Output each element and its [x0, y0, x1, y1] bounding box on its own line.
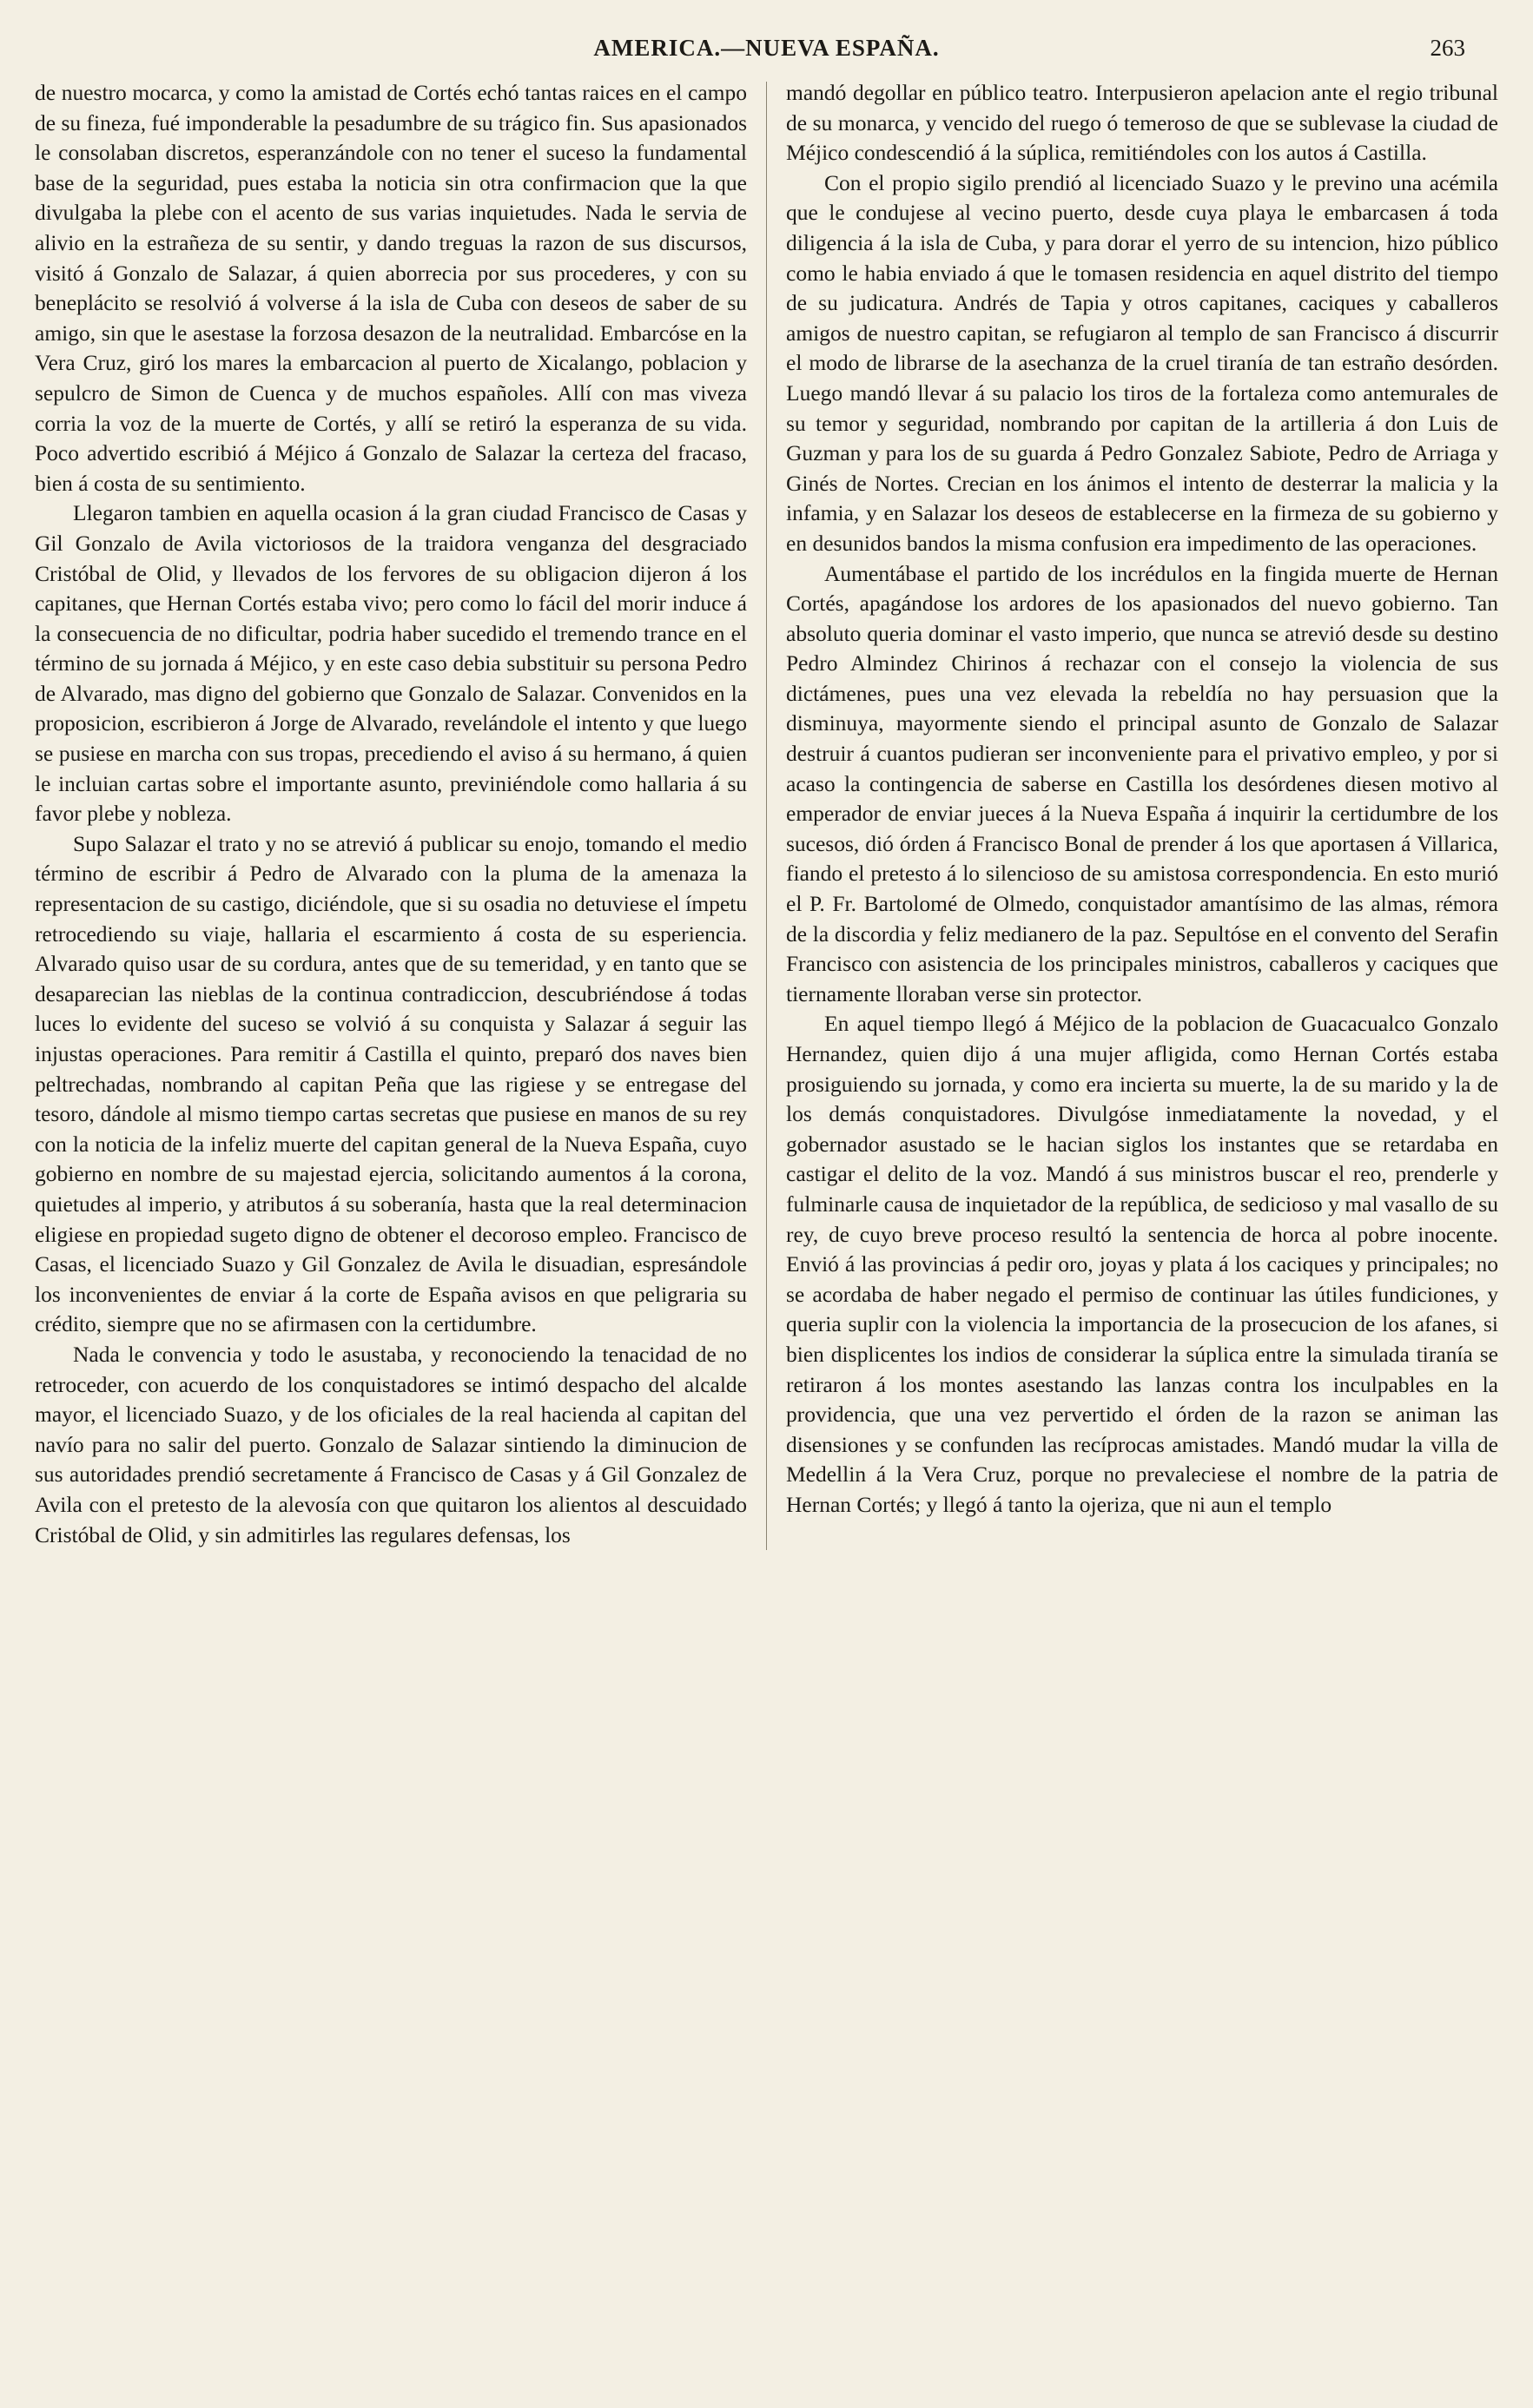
text-columns — [35, 78, 1498, 1550]
paragraph: Supo Salazar el trato y no se atrevió á publicar su enojo, tomando el medio término de escribir á Pedro de Alvarado con la pluma de la amenaza la representacion de su castigo, diciéndole, que si su osadia no detuviese el ímpetu retrocediendo su viaje, hallaria el escarmiento á costa de su esperiencia. Alvarado quiso usar de su cordura, antes que de su temeridad, y en tanto que se desaparecian las nieblas de la continua contradiccion, descubriéndose á todas luces lo evidente del suceso se volvió á su conquista y Salazar á seguir las injustas operaciones. Para remitir á Castilla el quinto, preparó dos naves bien peltrechadas, nombrando al capitan Peña que las rigiese y se entregase del tesoro, dándole al mismo tiempo cartas secretas que pusiese en manos de su rey con la noticia de la infeliz muerte del capitan general de la Nueva España, cuyo gobierno en nombre de su majestad ejercia, solicitando aumentos á la corona, quietudes al imperio, y atributos á su soberanía, hasta que la real determinacion eligiese en propiedad sugeto digno de obtener el decoroso empleo. Francisco de Casas, el licenciado Suazo y Gil Gonzalez de Avila le disuadian, espresándole los inconvenientes de enviar á la corte de España avisos en que peligraria su crédito, siempre que no se afirmasen con la certidumbre. — [35, 830, 747, 1337]
column-divider — [766, 82, 767, 1550]
paragraph: Con el propio sigilo prendió al licenciado Suazo y le previno una acémila que le condujese al vecino puerto, desde cuya playa le embarcasen á toda diligencia á la isla de Cuba, y para dorar el yerro de su intencion, hizo público como le habia enviado á que le tomasen residencia en aquel distrito del tiempo de su judicatura. Andrés de Tapia y otros capitanes, caciques y caballeros amigos de nuestro capitan, se refugiaron al templo de san Francisco á discurrir el modo de librarse de la asechanza de la cruel tiranía de tan estraño desórden. Luego mandó llevar á su palacio los tiros de la fortaleza como antemurales de su temor y seguridad, nombrando por capitan de la artilleria á don Luis de Guzman y para los de su guarda á Pedro Gonzalez Sabiote, Pedro de Arriaga y Ginés de Nortes. Crecian en los ánimos el intento de desterrar la malicia y la infamia, y en Salazar los deseos de establecerse en la firmeza de su gobierno y en desunidos bandos la misma confusion era impedimento de las operaciones. — [786, 169, 1498, 556]
paragraph: Llegaron tambien en aquella ocasion á la gran ciudad Francisco de Casas y Gil Gonzalo de Avila victoriosos de la traidora venganza del desgraciado Cristóbal de Olid, y llevados de los fervores de su obligacion dijeron á los capitanes, que Hernan Cortés estaba vivo; pero como lo fácil del morir induce á la consecuencia de no dificultar, podria haber sucedido el tremendo trance en el término de su jornada á Méjico, y en este caso debia substituir su persona Pedro de Alvarado, mas digno del gobierno que Gonzalo de Salazar. Convenidos en la proposicion, escribieron á Jorge de Alvarado, revelándole el intento y que luego se pusiese en marcha con sus tropas, precediendo el aviso á su hermano, á quien le incluian cartas sobre el importante asunto, previniéndole como hallaria á su favor plebe y nobleza. — [35, 500, 747, 827]
right-column — [786, 78, 1498, 1550]
paragraph: Nada le convencia y todo le asustaba, y reconociendo la tenacidad de no retroceder, con acuerdo de los conquistadores se intimó despacho del alcalde mayor, el licenciado Suazo, y de los oficiales de la real hacienda al capitan del navío para no salir del puerto. Gonzalo de Salazar sintiendo la diminucion de sus autoridades prendió secretamente á Francisco de Casas y á Gil Gonzalez de Avila con el pretesto de la alevosía con que quitaron los alientos al descuidado Cristóbal de Olid, y sin admitirles las regulares defensas, los — [35, 1341, 747, 1547]
running-title: AMERICA.—NUEVA ESPAÑA. — [593, 35, 940, 61]
left-column — [35, 78, 747, 1550]
page-number: 263 — [1430, 35, 1465, 61]
paragraph: Aumentábase el partido de los incrédulos en la fingida muerte de Hernan Cortés, apagándose los ardores de los apasionados del nuevo gobierno. Tan absoluto queria dominar el vasto imperio, que nunca se atrevió desde su destino Pedro Almindez Chirinos á rechazar con el consejo la violencia de sus dictámenes, pues una vez elevada la rebeldía no hay persuasion que la disminuya, mayormente siendo el principal asunto de Gonzalo de Salazar destruir á cuantos pudieran ser inconveniente para el privativo empleo, y por si acaso la contingencia de saberse en Castilla los desórdenes diesen motivo al emperador de enviar jueces á la Nueva España á inquirir la certidumbre de los sucesos, dió órden á Francisco Bonal de prender á los que aportasen á Villarica, fiando el pretesto á lo silencioso de su amistosa correspondencia. En esto murió el P. Fr. Bartolomé de Olmedo, conquistador amantísimo de las almas, rémora de la discordia y feliz medianero de la paz. Sepultóse en el convento del Serafin Francisco con asistencia de los principales ministros, caballeros y caciques que tiernamente lloraban verse sin protector. — [786, 560, 1498, 1006]
paragraph: de nuestro mocarca, y como la amistad de Cortés echó tantas raices en el campo de su fineza, fué imponderable la pesadumbre de su trágico fin. Sus apasionados le consolaban discretos, esperanzándole con no tener el suceso la fundamental base de la seguridad, pues estaba la noticia sin otra confirmacion que la que divulgaba la plebe con el acento de sus varias inquietudes. Nada le servia de alivio en la estrañeza de su sentir, y dando treguas la razon de sus discursos, visitó á Gonzalo de Salazar, á quien aborrecia por sus procederes, y con su beneplácito se resolvió á volverse á la isla de Cuba con deseos de saber de su amigo, sin que le asestase la forzosa desazon de la neutralidad. Embarcóse en la Vera Cruz, giró los mares la embarcacion al puerto de Xicalango, poblacion y sepulcro de Simon de Cuenca y de muchos españoles. Allí con mas viveza corria la voz de la muerte de Cortés, y allí se retiró la esperanza de su vida. Poco advertido escribió á Méjico á Gonzalo de Salazar la certeza del fracaso, bien á costa de su sentimiento. — [35, 80, 747, 496]
paragraph: En aquel tiempo llegó á Méjico de la poblacion de Guacacualco Gonzalo Hernandez, quien dijo á una mujer afligida, como Hernan Cortés estaba prosiguiendo su jornada, y como era incierta su muerte, la de su marido y la de los demás conquistadores. Divulgóse inmediatamente la novedad, y el gobernador asustado se le hacian siglos los instantes que se retardaba en castigar el delito de la voz. Mandó á sus ministros buscar el reo, prenderle y fulminarle causa de inquietador de la república, de sedicioso y mal vasallo de su rey, de cuyo breve proceso resultó la sentencia de horca al pobre inocente. Envió á las provincias á pedir oro, joyas y plata á los caciques y principales; no se acordaba de haber negado el permiso de continuar las útiles fundiciones, y queria suplir con la violencia la importancia de la prosecucion de los afanes, si bien displicentes los indios de considerar la súplica entre la simulada tiranía se retiraron á los montes asestando las lanzas contra los inculpables en la providencia, que una vez pervertido el órden de la razon se animan las disensiones y se confunden las recíprocas amistades. Mandó mudar la villa de Medellin á la Vera Cruz, porque no prevaleciese el nombre de la patria de Hernan Cortés; y llegó á tanto la ojeriza, que ni aun el templo — [786, 1011, 1498, 1517]
page-header — [35, 35, 1498, 71]
paragraph: mandó degollar en público teatro. Interpusieron apelacion ante el regio tribunal de su monarca, y vencido del ruego ó temeroso de que se sublevase la ciudad de Méjico condescendió á la súplica, remitiéndoles con los autos á Castilla. — [786, 80, 1498, 166]
